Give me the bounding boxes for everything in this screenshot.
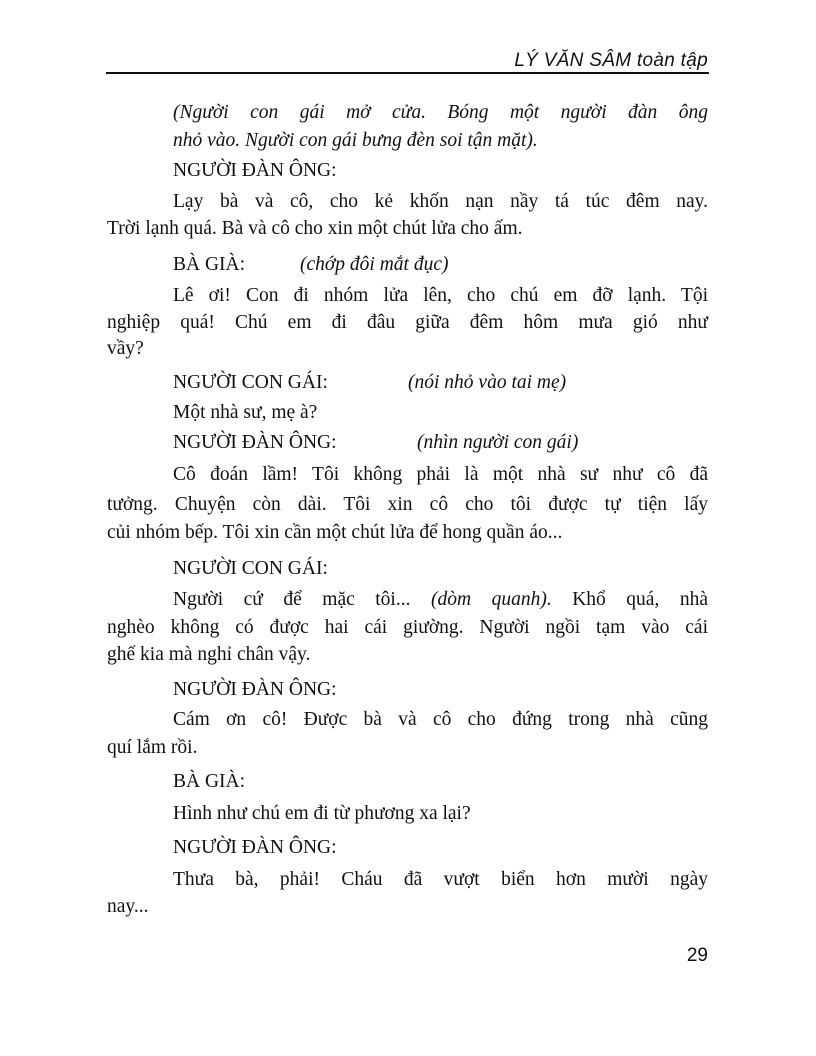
dialogue-line: quí lắm rồi. [107,737,198,758]
dialogue-line: tưởng. Chuyện còn dài. Tôi xin cô cho tôi được tự tiện lấy [107,494,708,515]
dialogue-line: Cám ơn cô! Được bà và cô cho đứng trong nhà cũng [173,709,708,730]
dialogue-line: Lạy bà và cô, cho kẻ khốn nạn nầy tá túc đêm nay. [173,191,708,212]
dialogue-line: Một nhà sư, mẹ à? [173,402,318,423]
dialogue-line: nghiệp quá! Chú em đi đâu giữa đêm hôm mưa gió như [107,312,708,333]
dialogue-line: củi nhóm bếp. Tôi xin cần một chút lửa để hong quần áo... [107,522,563,543]
dialogue-line: Trời lạnh quá. Bà và cô cho xin một chút lửa cho ấm. [107,218,523,239]
dialogue-line: Cô đoán lầm! Tôi không phải là một nhà sư như cô đã [173,464,708,485]
inline-stage-direction: (dòm quanh). [431,589,552,610]
dialogue-line: Thưa bà, phải! Cháu đã vượt biển hơn mười ngày [173,869,708,890]
dialogue-line: Hình như chú em đi từ phương xa lại? [173,803,471,824]
running-header: LÝ VĂN SÂM toàn tập [514,50,708,71]
stage-direction: (chớp đôi mắt đục) [300,254,449,275]
speaker-label: NGƯỜI ĐÀN ÔNG: [173,679,337,700]
dialogue-line: ghế kia mà nghỉ chân vậy. [107,644,311,665]
page-number: 29 [686,945,708,966]
header-rule [106,72,709,74]
stage-direction: (Người con gái mở cửa. Bóng một người đàn ông [173,102,708,123]
speaker-label: BÀ GIÀ: [173,254,246,275]
stage-direction: (nói nhỏ vào tai mẹ) [408,372,567,393]
speaker-label: NGƯỜI ĐÀN ÔNG: [173,432,337,453]
dialogue-line: Lê ơi! Con đi nhóm lửa lên, cho chú em đỡ lạnh. Tội [173,285,708,306]
stage-direction: nhỏ vào. Người con gái bưng đèn soi tận mặt). [173,130,538,151]
dialogue-line: vầy? [107,338,144,359]
speaker-label: NGƯỜI CON GÁI: [173,372,328,393]
dialogue-line [173,588,708,612]
dialogue-line: nghèo không có được hai cái giường. Người ngồi tạm vào cái [107,617,708,638]
speaker-label: NGƯỜI CON GÁI: [173,558,328,579]
speaker-label: BÀ GIÀ: [173,771,246,792]
stage-direction: (nhìn người con gái) [417,432,579,453]
speaker-label: NGƯỜI ĐÀN ÔNG: [173,160,337,181]
speaker-label: NGƯỜI ĐÀN ÔNG: [173,837,337,858]
dialogue-text: Khổ quá, nhà [572,589,708,610]
dialogue-text: Người cứ để mặc tôi... [173,589,411,610]
dialogue-line: nay... [107,896,149,917]
